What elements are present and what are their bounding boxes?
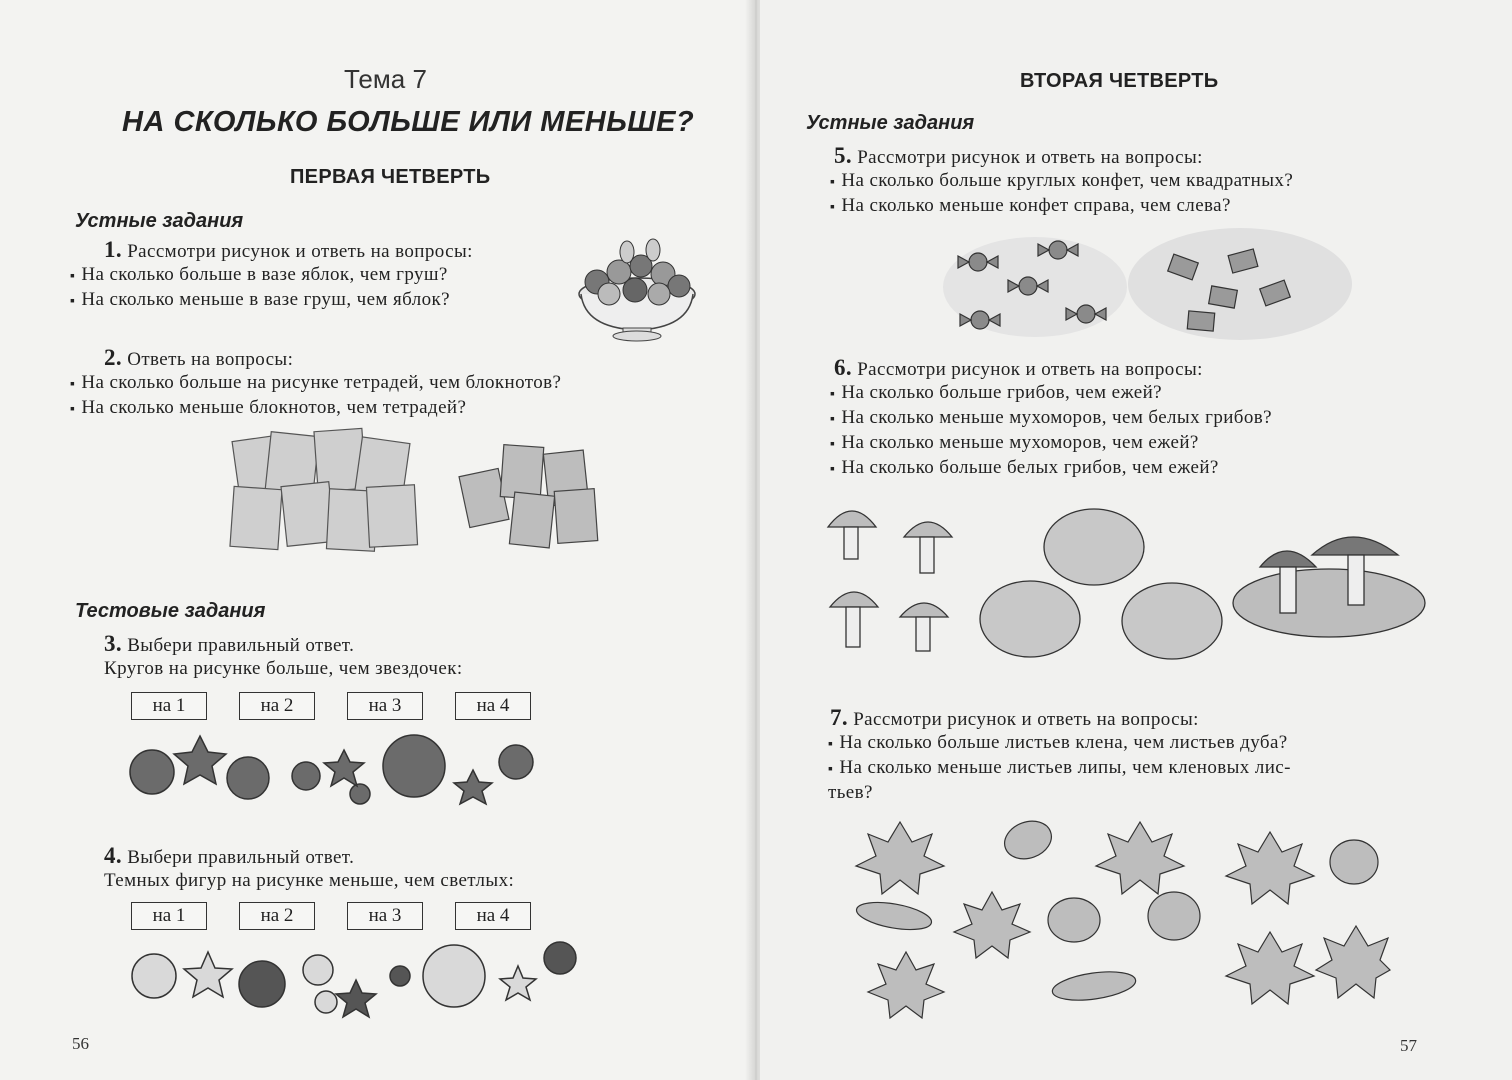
task-4	[104, 844, 624, 892]
task-number: 4.	[104, 843, 123, 868]
task-text: Выбери правильный ответ.	[127, 847, 355, 868]
question: ▪ На сколько больше белых грибов, чем ежей?	[830, 456, 1470, 481]
page-left	[0, 0, 750, 1080]
leaves-picture	[860, 812, 1390, 1022]
topic-label: Тема 7	[344, 64, 427, 94]
answer-option-4[interactable]: на 4	[455, 692, 531, 720]
shapes-picture-task4	[120, 938, 580, 1022]
task-1	[70, 238, 570, 313]
question: ▪ На сколько больше в вазе яблок, чем груш?	[70, 263, 570, 288]
task-2	[70, 346, 710, 421]
question: ▪ На сколько больше грибов, чем ежей?	[830, 381, 1470, 406]
quarter-heading: ВТОРАЯ ЧЕТВЕРТЬ	[1020, 70, 1219, 92]
task-number: 1.	[104, 237, 123, 262]
task-7	[828, 706, 1426, 804]
answer-option-3[interactable]: на 3	[347, 692, 423, 720]
task-number: 3.	[104, 631, 123, 656]
task-number: 6.	[834, 355, 853, 380]
task-5	[830, 144, 1470, 219]
answer-option-2[interactable]: на 2	[239, 692, 315, 720]
question: ▪ На сколько меньше листьев липы, чем кленовых лис-	[828, 756, 1426, 781]
task-text: Выбери правильный ответ.	[127, 635, 355, 656]
page-number: 56	[72, 1034, 89, 1053]
question: ▪ На сколько больше листьев клена, чем листьев дуба?	[828, 731, 1426, 756]
shapes-picture-task3	[120, 730, 550, 810]
task-6	[830, 356, 1470, 481]
fruit-bowl-picture	[575, 232, 700, 342]
question: ▪ На сколько меньше мухоморов, чем белых грибов?	[830, 406, 1470, 431]
task-text: Ответь на вопросы:	[127, 349, 294, 370]
answer-option-2[interactable]: на 2	[239, 902, 315, 930]
answer-option-1[interactable]: на 1	[131, 902, 207, 930]
oral-section-heading: Устные задания	[806, 112, 975, 134]
oral-section-heading: Устные задания	[75, 210, 244, 232]
test-section-heading: Тестовые задания	[75, 600, 266, 622]
task-subtext: Кругов на рисунке больше, чем звездочек:	[104, 658, 463, 679]
mushrooms-hedgehogs-picture	[824, 495, 1434, 665]
question: ▪ На сколько меньше в вазе груш, чем яблок?	[70, 288, 570, 313]
question: ▪ На сколько меньше блокнотов, чем тетрадей?	[70, 396, 710, 421]
answer-option-3[interactable]: на 3	[347, 902, 423, 930]
quarter-heading: ПЕРВАЯ ЧЕТВЕРТЬ	[290, 166, 491, 188]
question-continuation: тьев?	[828, 782, 873, 803]
task-number: 7.	[830, 705, 849, 730]
candies-picture	[940, 232, 1440, 342]
task-text: Рассмотри рисунок и ответь на вопросы:	[127, 241, 473, 262]
page-number: 57	[1400, 1036, 1417, 1055]
page-title: НА СКОЛЬКО БОЛЬШЕ ИЛИ МЕНЬШЕ?	[122, 106, 695, 138]
answer-option-4[interactable]: на 4	[455, 902, 531, 930]
question: ▪ На сколько меньше конфет справа, чем слева?	[830, 194, 1470, 219]
task-3	[104, 632, 624, 680]
task-text: Рассмотри рисунок и ответь на вопросы:	[853, 709, 1199, 730]
question: ▪ На сколько больше на рисунке тетрадей, чем блокнотов?	[70, 371, 710, 396]
question: ▪ На сколько меньше мухоморов, чем ежей?	[830, 431, 1470, 456]
task-text: Рассмотри рисунок и ответь на вопросы:	[857, 359, 1203, 380]
page-right	[760, 0, 1512, 1080]
question: ▪ На сколько больше круглых конфет, чем квадратных?	[830, 169, 1470, 194]
answer-option-1[interactable]: на 1	[131, 692, 207, 720]
task-number: 5.	[834, 143, 853, 168]
task-text: Рассмотри рисунок и ответь на вопросы:	[857, 147, 1203, 168]
task-number: 2.	[104, 345, 123, 370]
notebooks-picture	[232, 428, 612, 558]
task-subtext: Темных фигур на рисунке меньше, чем светлых:	[104, 870, 515, 891]
